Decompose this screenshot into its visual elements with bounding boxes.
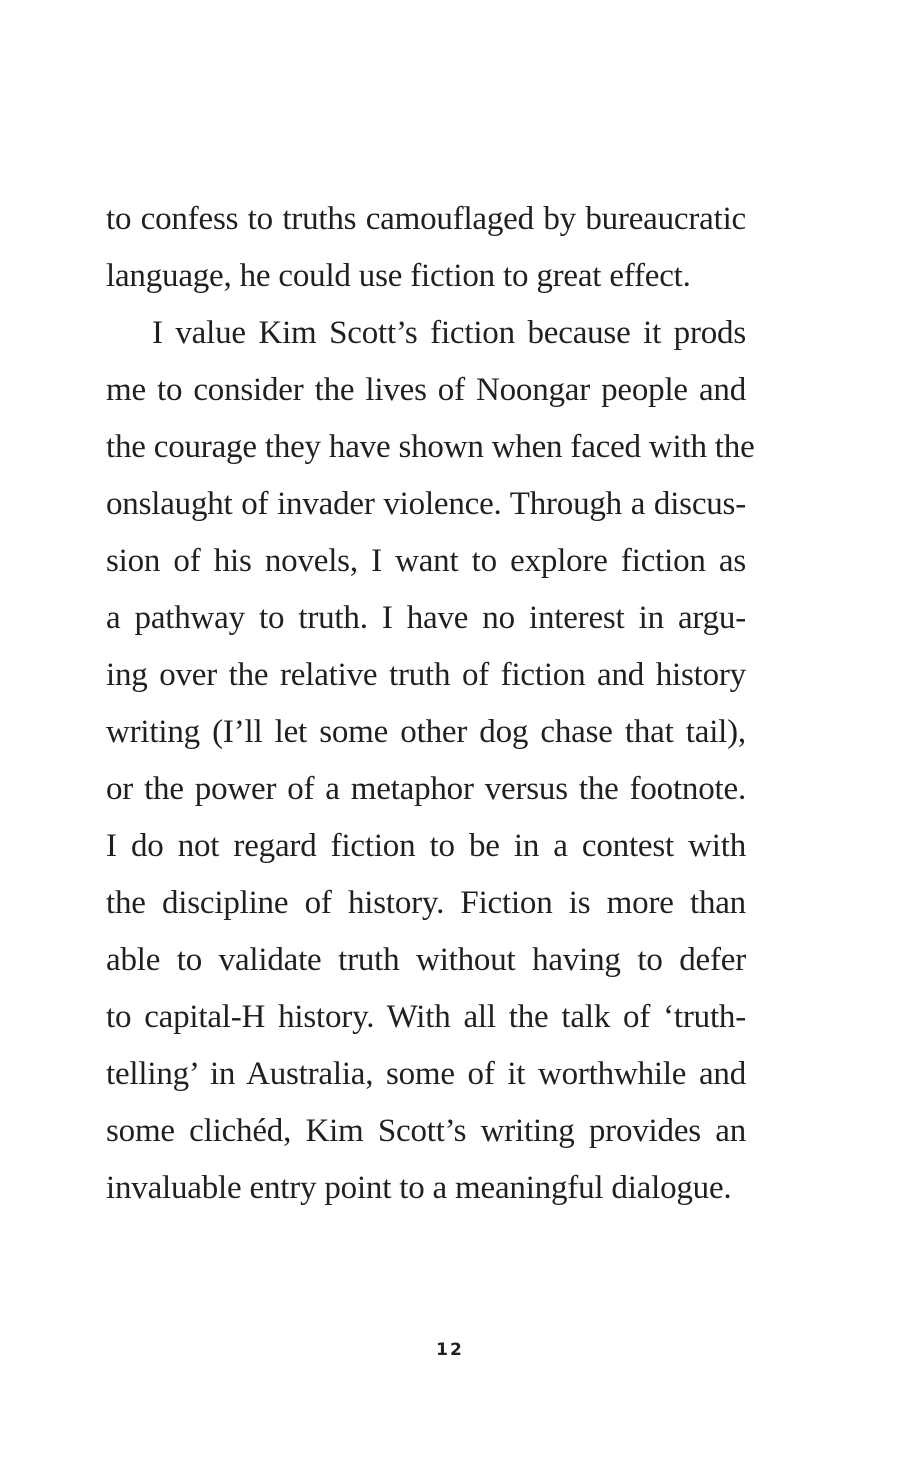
text-line: the courage they have shown when faced with the	[106, 429, 755, 465]
paragraph-1	[106, 191, 746, 305]
text-line: language, he could use fiction to great effect.	[106, 258, 691, 294]
text-line: ing over the relative truth of fiction and history	[106, 657, 746, 693]
text-line: sion of his novels, I want to explore fiction as	[106, 543, 746, 579]
paragraph-2	[106, 305, 755, 1217]
text-line: to confess to truths camouflaged by bureaucratic	[106, 201, 746, 237]
text-line: some clichéd, Kim Scott’s writing provides an	[106, 1113, 746, 1149]
text-line: me to consider the lives of Noongar people and	[106, 372, 746, 408]
body-text	[106, 191, 755, 1217]
text-line: or the power of a metaphor versus the footnote.	[106, 771, 746, 807]
text-line: a pathway to truth. I have no interest in argu-	[106, 600, 746, 636]
text-line: I value Kim Scott’s fiction because it prods	[152, 315, 746, 351]
page-number: 12	[436, 1340, 464, 1360]
text-line: the discipline of history. Fiction is more than	[106, 885, 746, 921]
text-line: writing (I’ll let some other dog chase that tail),	[106, 714, 746, 750]
text-line: telling’ in Australia, some of it worthwhile and	[106, 1056, 746, 1092]
text-line: onslaught of invader violence. Through a discus-	[106, 486, 746, 522]
text-line: invaluable entry point to a meaningful dialogue.	[106, 1170, 732, 1206]
text-line: to capital-H history. With all the talk of ‘truth-	[106, 999, 746, 1035]
text-line: I do not regard fiction to be in a contest with	[106, 828, 746, 864]
text-line: able to validate truth without having to defer	[106, 942, 746, 978]
